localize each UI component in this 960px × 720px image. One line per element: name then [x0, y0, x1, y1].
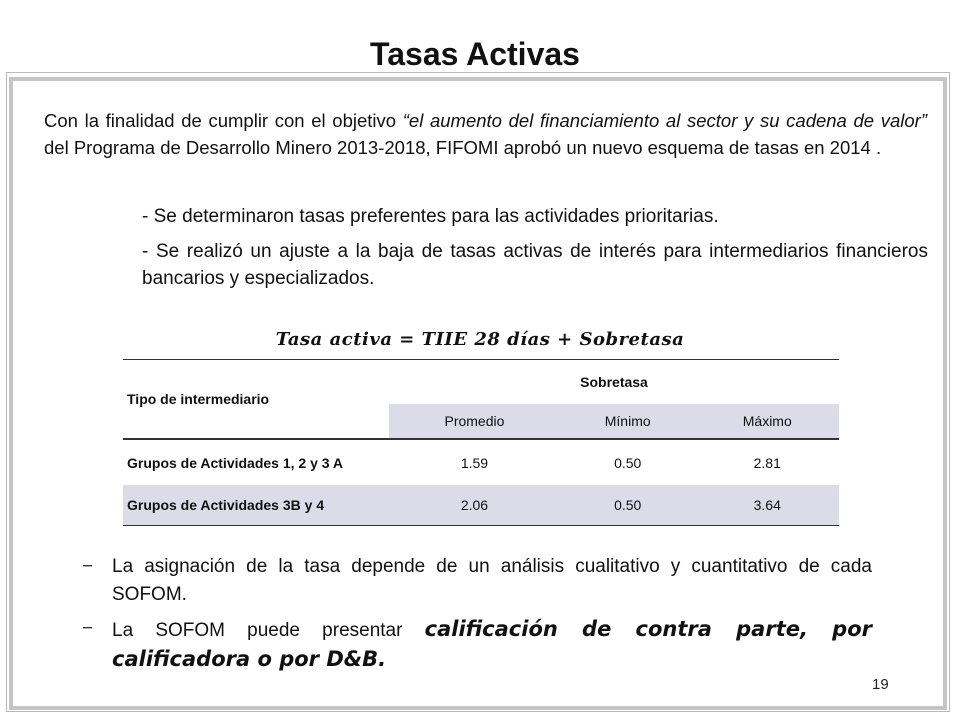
row-label: Grupos de Actividades 3B y 4 [123, 485, 389, 526]
cell-promedio: 1.59 [389, 439, 560, 485]
page-number: 19 [872, 676, 889, 693]
notes-list [82, 553, 872, 681]
note-rate-assignment: La asignación de la tasa depende de un análisis cualitativo y cuantitativo de cada SOFOM. [112, 556, 872, 605]
table-header-row [123, 360, 839, 405]
subheader-maximo: Máximo [696, 404, 839, 439]
objective-quote: “el aumento del financiamiento al sector y su cadena de valor” [402, 110, 928, 131]
cell-maximo: 3.64 [696, 485, 839, 526]
dash-item-preferential-rates: - Se determinaron tasas preferentes para las actividades prioritarias. [142, 206, 719, 227]
intro-paragraph [44, 107, 927, 161]
intro-text-start: Con la finalidad de cumplir con el objetivo [44, 110, 403, 131]
dash-item-rate-adjustment: - Se realizó un ajuste a la baja de tasas activas de interés para intermediarios financieros bancarios y especializados. [142, 241, 928, 289]
header-intermediary-type: Tipo de intermediario [123, 360, 389, 440]
bullet-marker: − [82, 556, 94, 577]
bullet-marker: − [82, 618, 94, 639]
header-surcharge: Sobretasa [389, 360, 839, 405]
subheader-minimo: Mínimo [560, 404, 696, 439]
cell-minimo: 0.50 [560, 439, 696, 485]
rate-formula: Tasa activa = TIIE 28 días + Sobretasa [275, 329, 685, 350]
list-item [82, 615, 872, 675]
surcharge-table [123, 359, 839, 526]
row-label: Grupos de Actividades 1, 2 y 3 A [123, 439, 389, 485]
table-row [123, 485, 839, 526]
intro-text-end: del Programa de Desarrollo Minero 2013-2018, FIFOMI aprobó un nuevo esquema de tasas en 2014 . [44, 137, 882, 158]
subheader-promedio: Promedio [389, 404, 560, 439]
cell-maximo: 2.81 [696, 439, 839, 485]
slide-title: Tasas Activas [370, 36, 580, 72]
list-item [82, 553, 872, 609]
table-row [123, 439, 839, 485]
note-sofom-plain: La SOFOM puede presentar [112, 620, 425, 641]
cell-promedio: 2.06 [389, 485, 560, 526]
cell-minimo: 0.50 [560, 485, 696, 526]
note-sofom-rating: calificación de contra parte, por calificadora o por D&B. [112, 617, 872, 671]
